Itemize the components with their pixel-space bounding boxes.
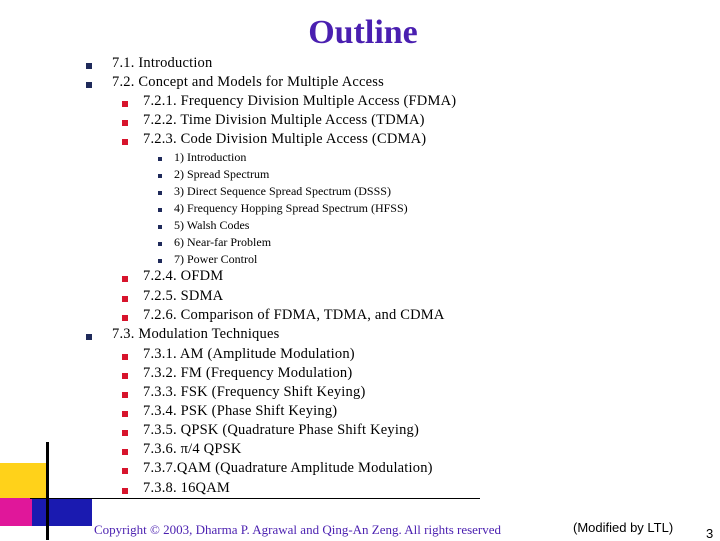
bullet-level-2 — [122, 468, 128, 474]
outline-item-level-3: 7) Power Control — [174, 252, 258, 266]
slide-title: Outline — [308, 14, 418, 51]
bullet-level-2 — [122, 392, 128, 398]
outline-item-level-3: 2) Spread Spectrum — [174, 167, 270, 181]
page-number: 3 — [706, 526, 714, 541]
bullet-level-2 — [122, 296, 128, 302]
outline-item-level-2: 7.2.6. Comparison of FDMA, TDMA, and CDMA — [143, 307, 445, 323]
outline-item-level-1: 7.2. Concept and Models for Multiple Access — [112, 74, 384, 90]
bullet-level-3 — [158, 259, 162, 263]
outline-item-level-3: 5) Walsh Codes — [174, 218, 250, 232]
outline-item-level-3: 4) Frequency Hopping Spread Spectrum (HFSS) — [174, 201, 408, 215]
bullet-level-3 — [158, 242, 162, 246]
outline-item-level-2: 7.3.4. PSK (Phase Shift Keying) — [143, 403, 338, 419]
bullet-level-2 — [122, 120, 128, 126]
bullet-level-2 — [122, 315, 128, 321]
bullet-level-2 — [122, 488, 128, 494]
bullet-level-2 — [122, 411, 128, 417]
outline-item-level-2: 7.3.5. QPSK (Quadrature Phase Shift Keying) — [143, 422, 420, 438]
outline-item-level-3: 1) Introduction — [174, 150, 247, 164]
bullet-level-3 — [158, 157, 162, 161]
outline-item-level-2: 7.3.8. 16QAM — [143, 480, 230, 496]
bullet-level-3 — [158, 191, 162, 195]
bullet-level-2 — [122, 276, 128, 282]
outline-item-level-2: 7.2.5. SDMA — [143, 288, 224, 304]
outline-item-level-2: 7.3.2. FM (Frequency Modulation) — [143, 365, 353, 381]
outline-item-level-3: 3) Direct Sequence Spread Spectrum (DSSS) — [174, 184, 391, 198]
outline-item-level-3: 6) Near-far Problem — [174, 235, 272, 249]
outline-item-level-1: 7.1. Introduction — [112, 55, 213, 71]
bullet-level-2 — [122, 373, 128, 379]
outline-item-level-2: 7.3.3. FSK (Frequency Shift Keying) — [143, 384, 366, 400]
outline-item-level-2: 7.3.7.QAM (Quadrature Amplitude Modulation) — [143, 460, 433, 476]
bullet-level-3 — [158, 208, 162, 212]
deco-yellow-block — [0, 463, 46, 499]
outline-item-level-2: 7.3.6. π/4 QPSK — [143, 441, 242, 457]
copyright-notice: Copyright © 2003, Dharma P. Agrawal and Qing-An Zeng. All rights reserved — [94, 522, 502, 537]
deco-magenta-block — [0, 498, 46, 526]
outline-item-level-2: 7.2.4. OFDM — [143, 268, 224, 284]
bullet-level-1 — [86, 334, 92, 340]
outline-item-level-2: 7.2.2. Time Division Multiple Access (TDMA) — [143, 112, 425, 128]
bullet-level-2 — [122, 430, 128, 436]
outline-item-level-1: 7.3. Modulation Techniques — [112, 326, 280, 342]
outline-item-level-2: 7.2.3. Code Division Multiple Access (CDMA) — [143, 131, 427, 147]
bullet-level-2 — [122, 354, 128, 360]
modified-note: (Modified by LTL) — [573, 520, 674, 535]
deco-blue-block — [32, 498, 92, 526]
bullet-level-2 — [122, 139, 128, 145]
bullet-level-3 — [158, 225, 162, 229]
deco-horizontal-line — [30, 498, 480, 499]
bullet-level-1 — [86, 82, 92, 88]
bullet-level-2 — [122, 101, 128, 107]
bullet-level-2 — [122, 449, 128, 455]
deco-vertical-line — [46, 442, 49, 540]
bullet-level-1 — [86, 63, 92, 69]
outline-item-level-2: 7.2.1. Frequency Division Multiple Access (FDMA) — [143, 93, 457, 109]
bullet-level-3 — [158, 174, 162, 178]
outline-item-level-2: 7.3.1. AM (Amplitude Modulation) — [143, 346, 355, 362]
